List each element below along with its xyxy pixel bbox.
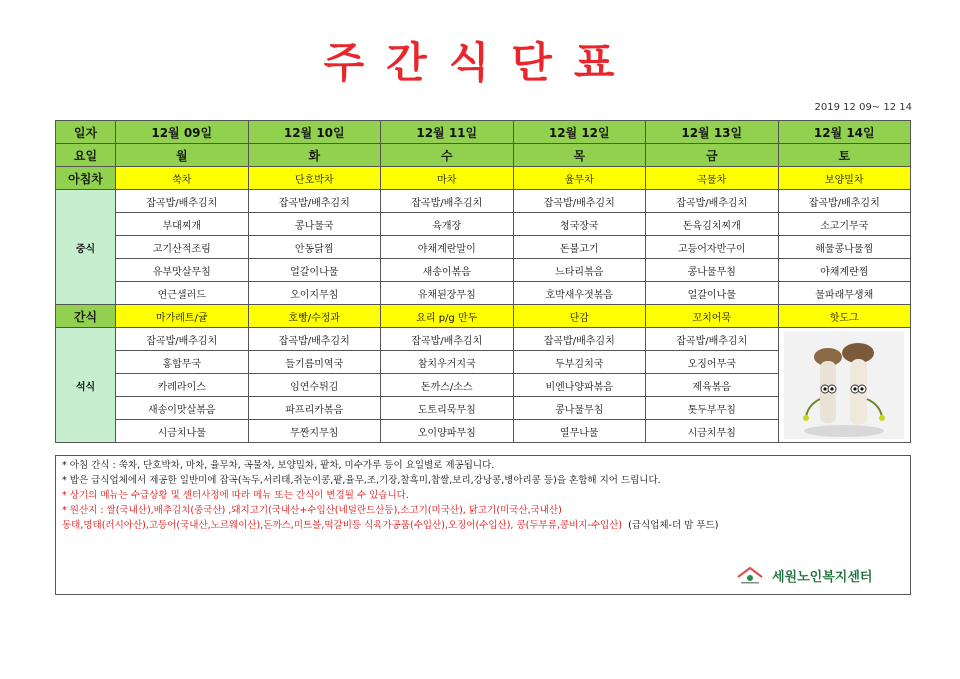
mushroom-character-photo [778, 328, 911, 443]
snack-cell: 호빵/수정과 [248, 305, 381, 328]
dish-cell: 제육볶음 [646, 374, 779, 397]
tea-cell: 보양밀차 [778, 167, 911, 190]
morning-tea-label: 아침차 [56, 167, 116, 190]
dish-cell: 잡곡밥/배추김치 [381, 190, 514, 213]
dish-cell: 육개장 [381, 213, 514, 236]
note-origin-text: 동태,명태(러시아산),고등어(국내산,노르웨이산),돈까스,미트볼,떡갈비등 식육가공품(수입산),오징어(수입산), 콩(두부류,콩비지-수입산) [62, 520, 623, 531]
tea-cell: 마차 [381, 167, 514, 190]
house-logo-icon [736, 565, 764, 585]
date-cell: 12월 10일 [248, 121, 381, 144]
dish-cell: 톳두부무침 [646, 397, 779, 420]
note-item: * 원산지 : 쌀(국내산),배추김치(중국산) ,돼지고기(국내산+수입산(네덜란드산등),소고기(미국산), 닭고기(미국산,국내산) [62, 505, 562, 516]
dish-cell: 홍합무국 [116, 351, 249, 374]
dish-cell: 콩나물무침 [646, 259, 779, 282]
note-item [62, 518, 910, 533]
dish-cell: 잡곡밥/배추김치 [646, 328, 779, 351]
dish-cell: 잡곡밥/배추김치 [381, 328, 514, 351]
dish-cell: 시금치나물 [116, 420, 249, 443]
dish-cell: 돈까스/소스 [381, 374, 514, 397]
morning-tea-row [56, 167, 911, 190]
date-label: 일자 [56, 121, 116, 144]
tea-cell: 쑥차 [116, 167, 249, 190]
dish-cell: 얼갈이나물 [646, 282, 779, 305]
dish-cell: 비엔나양파볶음 [513, 374, 646, 397]
date-cell: 12월 12일 [513, 121, 646, 144]
note-item: * 아침 간식 : 쑥차, 단호박차, 마차, 율무차, 곡물차, 보양밀차, 팥차, 미수가루 등이 요일별로 제공됩니다. [62, 460, 495, 471]
snack-cell: 단감 [513, 305, 646, 328]
dish-cell: 시금치무침 [646, 420, 779, 443]
dish-cell: 카레라이스 [116, 374, 249, 397]
dish-cell: 임연수튀김 [248, 374, 381, 397]
lunch-row [56, 236, 911, 259]
snack-label: 간식 [56, 305, 116, 328]
dish-cell: 안동닭찜 [248, 236, 381, 259]
weekday-cell: 수 [381, 144, 514, 167]
dish-cell: 소고기무국 [778, 213, 911, 236]
dish-cell: 오징어무국 [646, 351, 779, 374]
tea-cell: 단호박차 [248, 167, 381, 190]
dish-cell: 도토리묵무침 [381, 397, 514, 420]
dish-cell: 잡곡밥/배추김치 [646, 190, 779, 213]
date-range: 2019 12 09~ 12 14 [814, 102, 912, 113]
dish-cell: 오이지무침 [248, 282, 381, 305]
dish-cell: 들기름미역국 [248, 351, 381, 374]
lunch-row [56, 282, 911, 305]
dish-cell: 잡곡밥/배추김치 [116, 190, 249, 213]
dish-cell: 해물콩나물찜 [778, 236, 911, 259]
dish-cell: 무짠지무침 [248, 420, 381, 443]
dish-cell: 부대찌개 [116, 213, 249, 236]
note-item: * 상기의 메뉴는 수급상황 및 센터사정에 따라 메뉴 또는 간식이 변경될 수 있습니다. [62, 490, 409, 501]
dish-cell: 열무나물 [513, 420, 646, 443]
snack-cell: 핫도그 [778, 305, 911, 328]
dinner-label: 석식 [56, 328, 116, 443]
note-item: * 밥은 급식업체에서 제공한 일반미에 잡곡(녹두,서리태,쥐눈이콩,팥,율무,조,기장,찰흑미,찹쌀,보리,강낭콩,병아리콩 등)을 혼합해 지어 드립니다. [62, 475, 661, 486]
date-cell: 12월 09일 [116, 121, 249, 144]
dish-cell: 돈불고기 [513, 236, 646, 259]
dish-cell: 파프리카볶음 [248, 397, 381, 420]
weekday-cell: 토 [778, 144, 911, 167]
dish-cell: 야채계란말이 [381, 236, 514, 259]
page-title: 주간식단표 [323, 38, 637, 87]
dish-cell: 두부김치국 [513, 351, 646, 374]
weekday-cell: 금 [646, 144, 779, 167]
dish-cell: 새송이볶음 [381, 259, 514, 282]
snack-row [56, 305, 911, 328]
lunch-row [56, 259, 911, 282]
date-cell: 12월 14일 [778, 121, 911, 144]
dish-cell: 오이양파무침 [381, 420, 514, 443]
dish-cell: 새송이맛살볶음 [116, 397, 249, 420]
supplier-note: (급식업체-더 맘 푸드) [628, 520, 719, 531]
dish-cell: 잡곡밥/배추김치 [778, 190, 911, 213]
dish-cell: 잡곡밥/배추김치 [116, 328, 249, 351]
weekday-cell: 화 [248, 144, 381, 167]
lunch-row [56, 190, 911, 213]
dish-cell: 느타리볶음 [513, 259, 646, 282]
dish-cell: 얼갈이나물 [248, 259, 381, 282]
weekday-cell: 목 [513, 144, 646, 167]
weekday-cell: 월 [116, 144, 249, 167]
date-row [56, 121, 911, 144]
dish-cell: 호박새우젓볶음 [513, 282, 646, 305]
tea-cell: 율무차 [513, 167, 646, 190]
tea-cell: 곡물차 [646, 167, 779, 190]
dish-cell: 고기산적조림 [116, 236, 249, 259]
dish-cell: 물파래무생채 [778, 282, 911, 305]
dish-cell: 연근샐러드 [116, 282, 249, 305]
dish-cell: 잡곡밥/배추김치 [513, 328, 646, 351]
weekday-label: 요일 [56, 144, 116, 167]
date-cell: 12월 11일 [381, 121, 514, 144]
org-logo [736, 565, 872, 585]
dish-cell: 야채계란찜 [778, 259, 911, 282]
dinner-row [56, 328, 911, 351]
dish-cell: 참치우거지국 [381, 351, 514, 374]
weekly-menu-table [55, 120, 911, 443]
dish-cell: 잡곡밥/배추김치 [513, 190, 646, 213]
dish-cell: 콩나물무침 [513, 397, 646, 420]
snack-cell: 꼬치어묵 [646, 305, 779, 328]
dish-cell: 콩나물국 [248, 213, 381, 236]
dish-cell: 청국장국 [513, 213, 646, 236]
lunch-row [56, 213, 911, 236]
snack-cell: 마가레트/귤 [116, 305, 249, 328]
snack-cell: 요리 p/g 만두 [381, 305, 514, 328]
dish-cell: 고등어자반구이 [646, 236, 779, 259]
dish-cell: 잡곡밥/배추김치 [248, 328, 381, 351]
weekday-row [56, 144, 911, 167]
dish-cell: 유채된장무침 [381, 282, 514, 305]
org-name: 세원노인복지센터 [772, 569, 873, 585]
dish-cell: 유부맛살무침 [116, 259, 249, 282]
dish-cell: 잡곡밥/배추김치 [248, 190, 381, 213]
dish-cell: 돈육김치찌개 [646, 213, 779, 236]
date-cell: 12월 13일 [646, 121, 779, 144]
lunch-label: 중식 [56, 190, 116, 305]
